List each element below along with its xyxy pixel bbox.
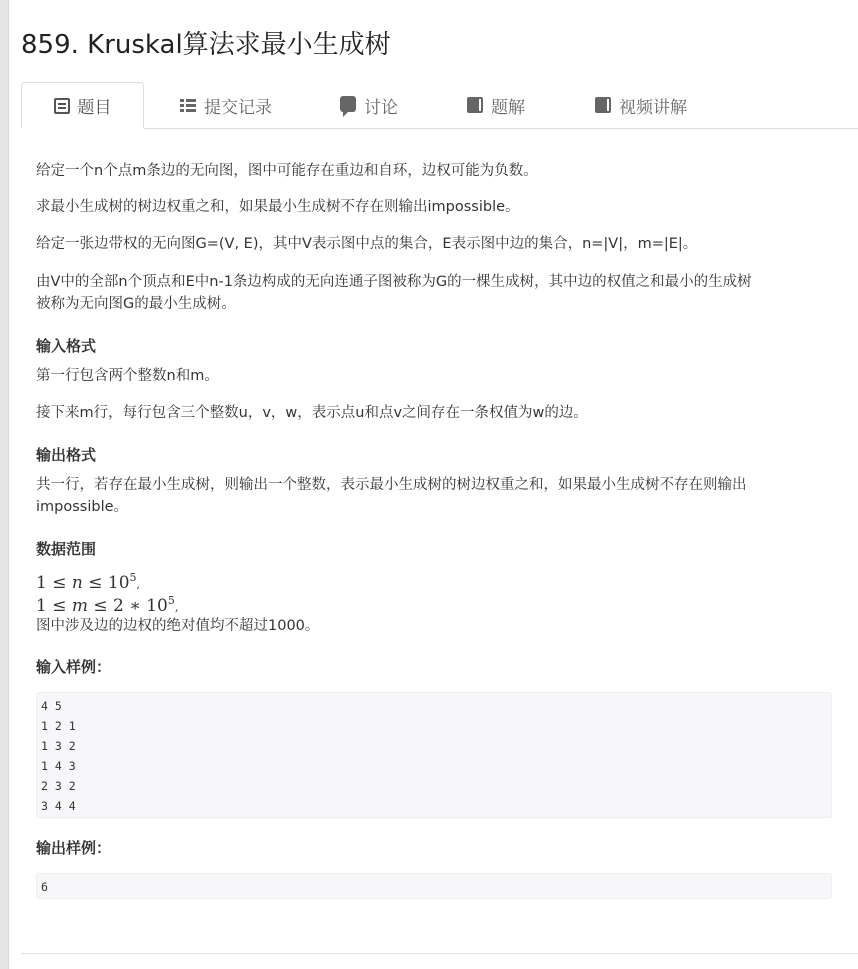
code-line: 1 4 3 [41,759,76,773]
code-line: 2 3 2 [41,779,76,793]
constraint-n: $1 \le n \le 10^5$, [36,571,141,593]
sample-output-heading: 输出样例： [36,839,112,857]
tab-solutions[interactable] [461,82,531,128]
comment-icon [340,96,356,112]
code-line: 4 5 [41,699,62,713]
tab-label: 视频讲解 [619,97,687,118]
document-icon [54,98,70,114]
problem-page [8,0,858,969]
sample-output-block[interactable] [36,873,832,899]
book-icon [595,97,611,113]
tab-problem[interactable] [21,82,144,129]
constraint-note: 图中涉及边的边权的绝对值均不超过1000。 [36,618,320,634]
code-line: 1 3 2 [41,739,76,753]
sample-input-heading: 输入样例： [36,658,112,676]
data-range-heading: 数据范围 [36,540,97,558]
code-line: 3 4 4 [41,799,76,813]
tab-label: 讨论 [364,97,398,118]
tab-discussion[interactable] [334,82,404,128]
list-icon [180,97,196,113]
page-title: 859. Kruskal算法求最小生成树 [21,30,391,60]
tab-label: 题解 [491,97,525,118]
description-paragraph: 给定一张边带权的无向图G=(V, E)，其中V表示图中点的集合，E表示图中边的集合，n=|V|，m=|E|。 [36,236,698,252]
tab-label: 题目 [77,98,112,118]
sample-input-block[interactable] [36,692,832,818]
description-paragraph: 被称为无向图G的最小生成树。 [36,296,236,312]
output-format-heading: 输出格式 [36,446,97,464]
input-format-text: 第一行包含两个整数n和m。 [36,368,219,384]
code-line: 6 [41,880,48,894]
output-format-text: 共一行，若存在最小生成树，则输出一个整数，表示最小生成树的树边权重之和，如果最小生成树不存在则输出 [36,477,747,493]
tab-label: 提交记录 [204,97,272,118]
description-paragraph: 求最小生成树的树边权重之和，如果最小生成树不存在则输出impossible。 [36,199,520,215]
constraint-m: 1 ≤ m ≤ 2 ∗ $10^5$, [36,594,179,616]
tab-video[interactable] [586,82,696,128]
tab-bar [21,82,858,129]
input-format-text: 接下来m行，每行包含三个整数u，v，w，表示点u和点v之间存在一条权值为w的边。 [36,405,588,421]
output-format-text: impossible。 [36,499,129,515]
code-line: 1 2 1 [41,719,76,733]
description-paragraph: 由V中的全部n个顶点和E中n-1条边构成的无向连通子图被称为G的一棵生成树，其中边的权值之和最小的生成树 [36,274,752,290]
divider [21,953,858,954]
description-paragraph: 给定一个n个点m条边的无向图，图中可能存在重边和自环，边权可能为负数。 [36,163,538,179]
tab-submissions[interactable] [171,82,281,128]
book-icon [467,97,483,113]
input-format-heading: 输入格式 [36,337,97,355]
